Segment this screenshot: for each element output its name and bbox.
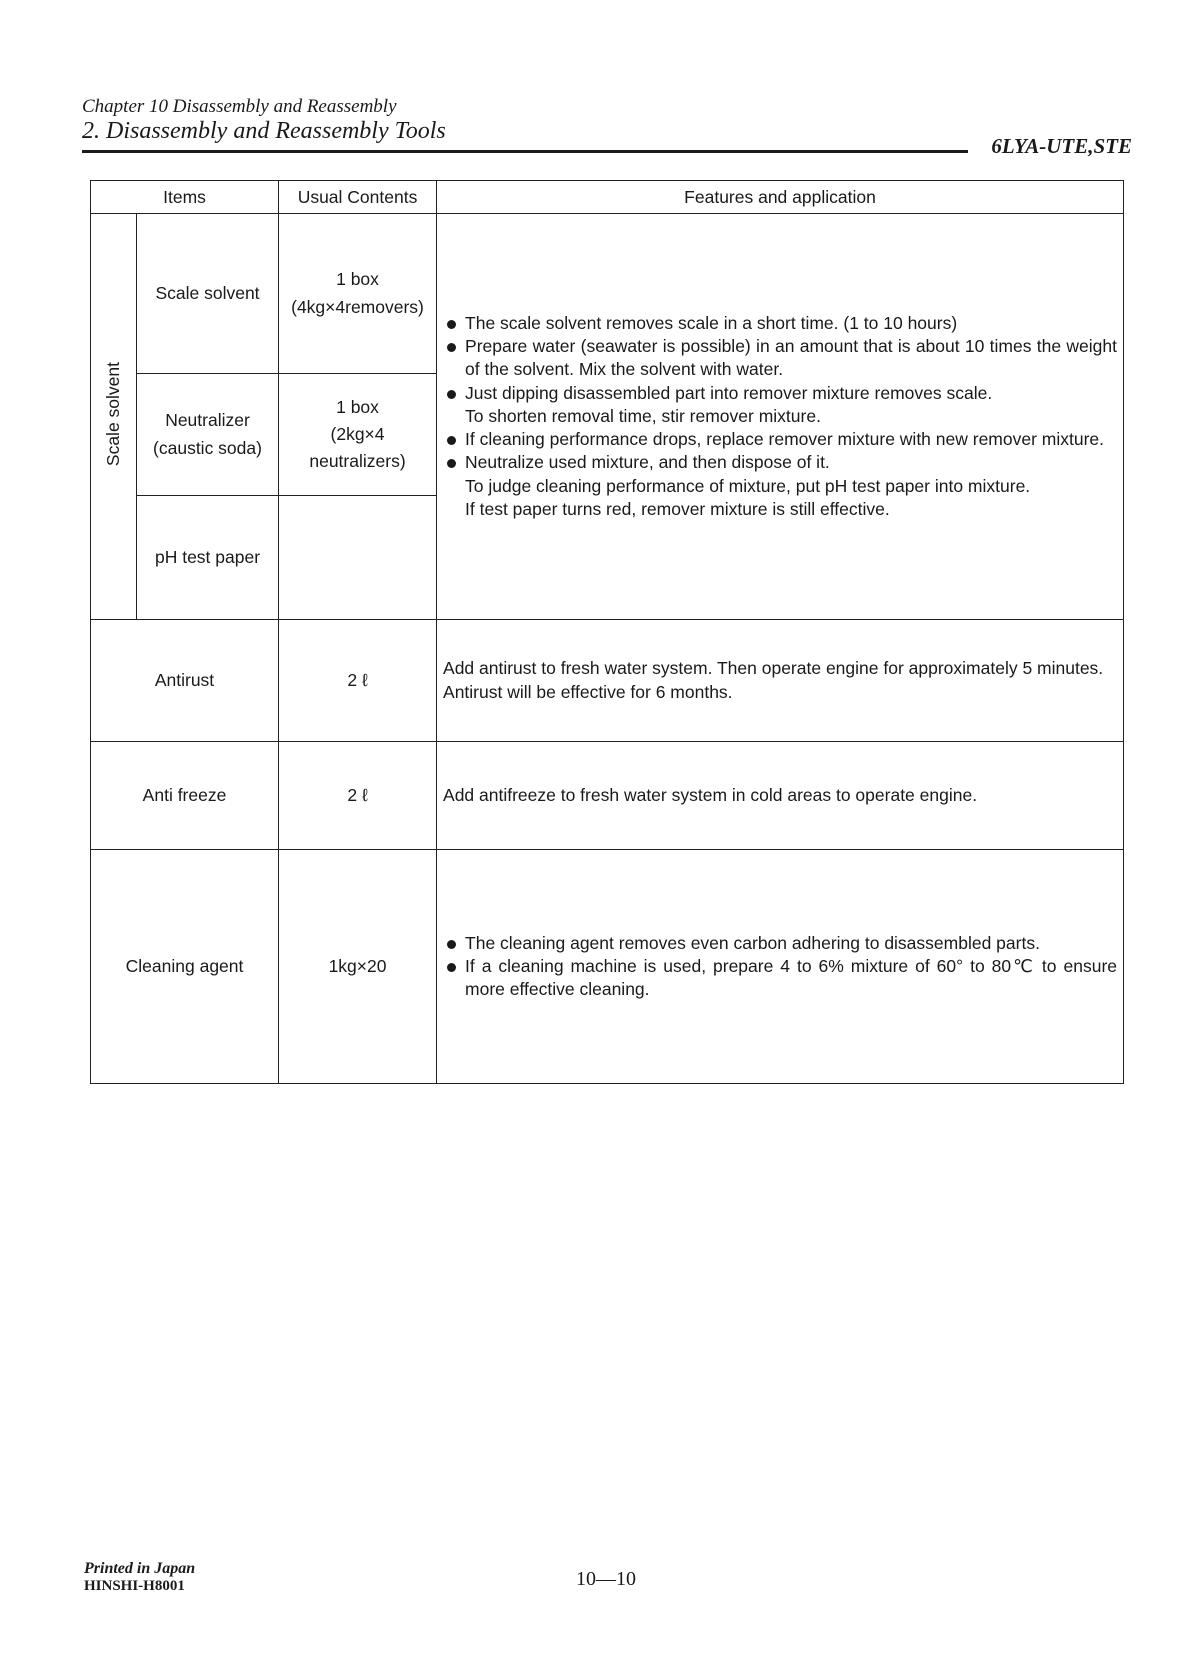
item-cleaning-agent: Cleaning agent — [91, 850, 279, 1084]
group-cell — [91, 214, 137, 620]
header-usual-contents: Usual Contents — [279, 181, 437, 214]
features-antirust: Add antirust to fresh water system. Then operate engine for approximately 5 minutes. Antirust will be effective for 6 months. — [437, 620, 1124, 742]
group-label: Scale solvent — [103, 361, 123, 467]
tools-table — [90, 180, 1124, 1084]
contents-antifreeze: 2 ℓ — [279, 742, 437, 850]
chapter-title: Chapter 10 Disassembly and Reassembly — [82, 96, 397, 117]
contents-antirust: 2 ℓ — [279, 620, 437, 742]
contents-ph-test-paper — [279, 496, 437, 620]
item-antifreeze: Anti freeze — [91, 742, 279, 850]
header-features: Features and application — [437, 181, 1124, 214]
table-row — [91, 620, 1124, 742]
list-item: If a cleaning machine is used, prepare 4 to 6% mixture of 60° to 80℃ to ensure more effective cleaning. — [443, 955, 1117, 1002]
table-row — [91, 742, 1124, 850]
list-item: The cleaning agent removes even carbon adhering to disassembled parts. — [443, 932, 1117, 955]
table-row — [91, 850, 1124, 1084]
page-number: 10—10 — [576, 1568, 636, 1590]
document-code: HINSHI-H8001 — [84, 1577, 185, 1594]
contents-scale-solvent: 1 box (4kg×4removers) — [279, 214, 437, 374]
list-item: Prepare water (seawater is possible) in an amount that is about 10 times the weight of the solvent. Mix the solvent with water. — [443, 335, 1117, 382]
table-row — [91, 214, 1124, 374]
printed-in-japan: Printed in Japan — [84, 1560, 196, 1577]
item-neutralizer: Neutralizer (caustic soda) — [137, 374, 279, 496]
header-items: Items — [91, 181, 279, 214]
footer-printed — [84, 1560, 195, 1594]
contents-neutralizer: 1 box (2kg×4 neutralizers) — [279, 374, 437, 496]
features-list — [443, 312, 1117, 521]
list-item: Neutralize used mixture, and then dispose of it. To judge cleaning performance of mixture, put pH test paper into mixture. If test paper turns red, remover mixture is still effective. — [443, 451, 1117, 521]
features-cleaning — [437, 850, 1124, 1084]
table-header-row — [91, 181, 1124, 214]
item-ph-test-paper: pH test paper — [137, 496, 279, 620]
section-title: 2. Disassembly and Reassembly Tools — [82, 118, 446, 144]
features-scale — [437, 214, 1124, 620]
list-item: Just dipping disassembled part into remover mixture removes scale. To shorten removal time, stir remover mixture. — [443, 382, 1117, 429]
item-antirust: Antirust — [91, 620, 279, 742]
features-antifreeze: Add antifreeze to fresh water system in cold areas to operate engine. — [437, 742, 1124, 850]
header-rule — [82, 150, 968, 153]
model-label: 6LYA-UTE,STE — [991, 134, 1132, 158]
list-item: If cleaning performance drops, replace remover mixture with new remover mixture. — [443, 428, 1117, 451]
item-scale-solvent: Scale solvent — [137, 214, 279, 374]
list-item: The scale solvent removes scale in a short time. (1 to 10 hours) — [443, 312, 1117, 335]
contents-cleaning-agent: 1kg×20 — [279, 850, 437, 1084]
cleaning-features-list — [443, 932, 1117, 1002]
